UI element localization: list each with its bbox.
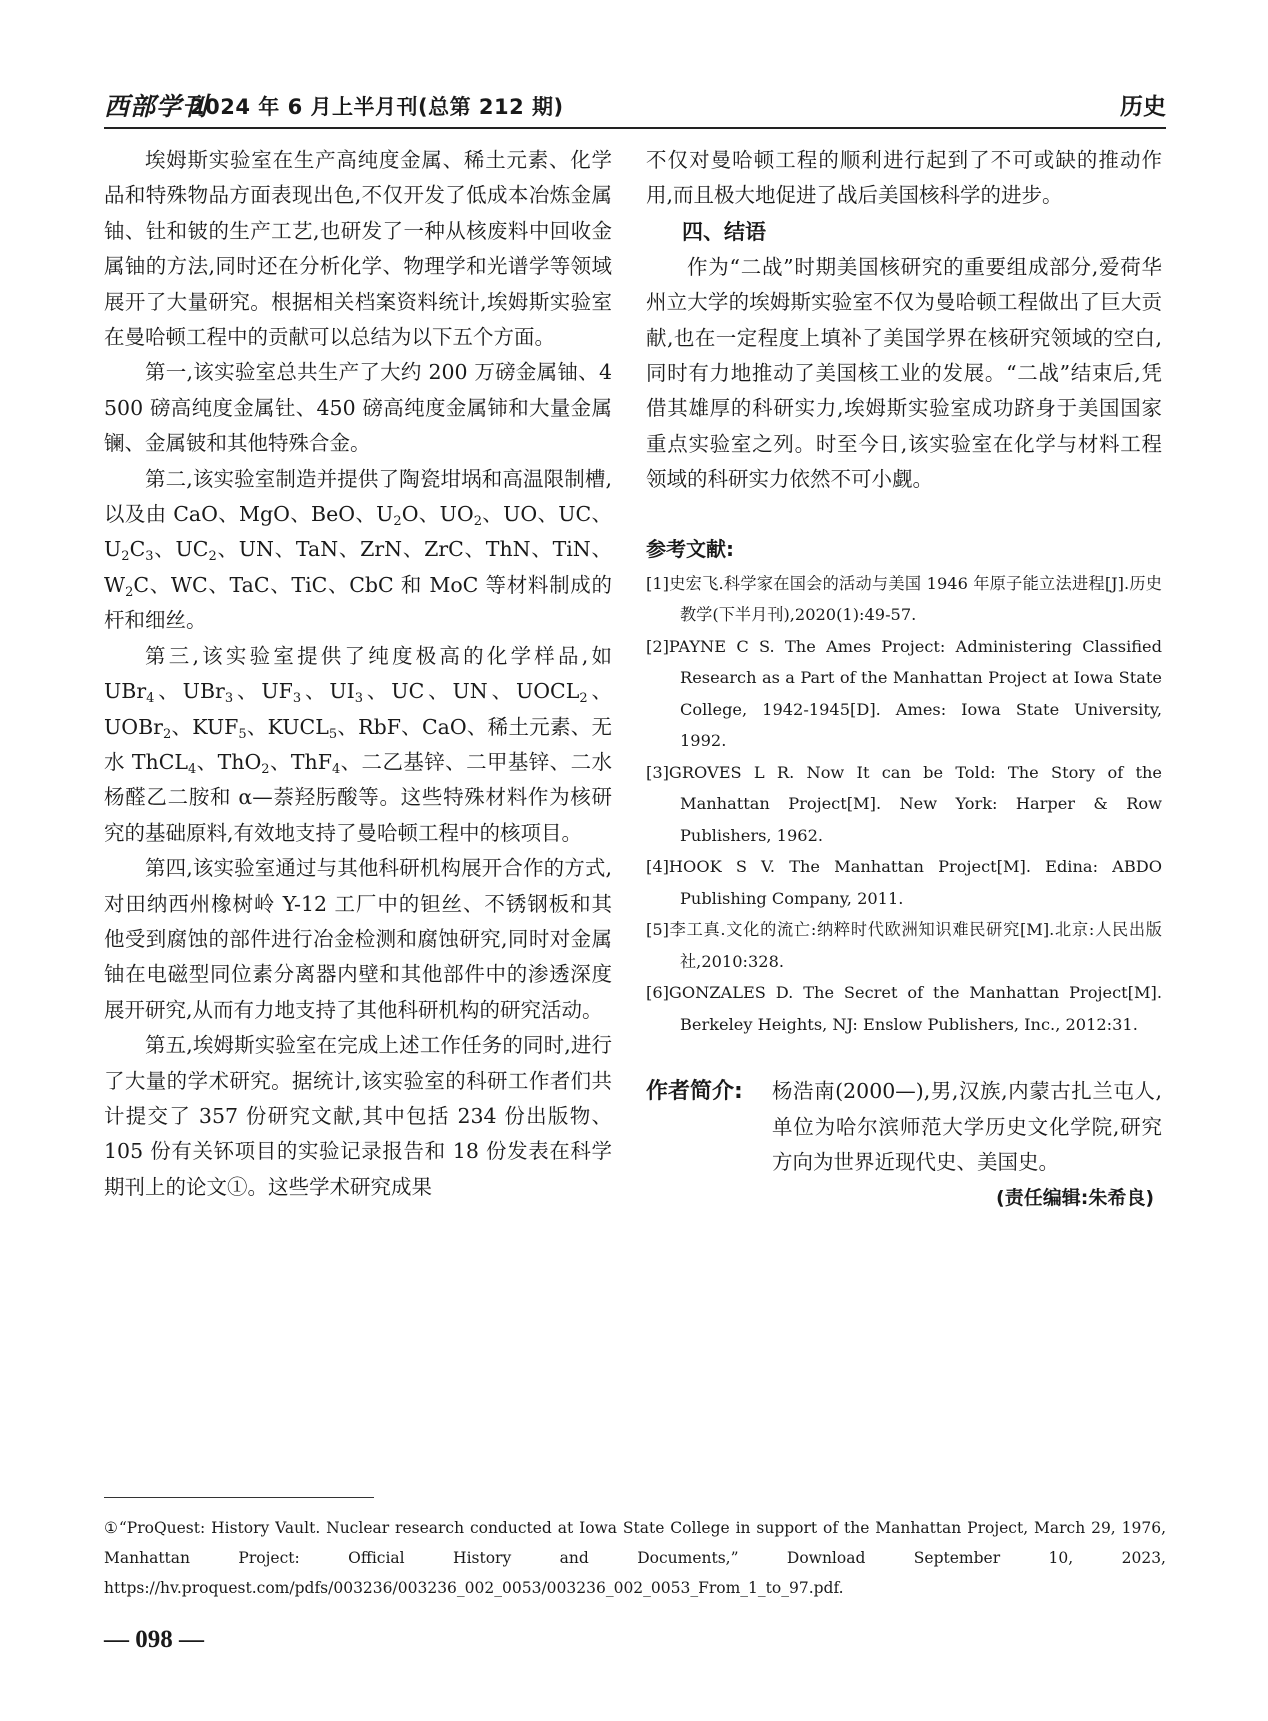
author-bio-text: 杨浩南(2000—),男,汉族,内蒙古扎兰屯人,单位为哈尔滨师范大学历史文化学院,研究方向为世界近现代史、美国史。 <box>772 1079 1162 1174</box>
right-column <box>646 143 1162 1216</box>
author-bio <box>646 1074 1162 1180</box>
paragraph-conclusion: 作为“二战”时期美国核研究的重要组成部分,爱荷华州立大学的埃姆斯实验室不仅为曼哈顿工程做出了巨大贡献,也在一定程度上填补了美国学界在核研究领域的空白,同时有力地推动了美国核工业的发展。“二战”结束后,凭借其雄厚的科研实力,埃姆斯实验室成功跻身于美国国家重点实验室之列。时至今日,该实验室在化学与材料工程领域的科研实力依然不可小觑。 <box>646 254 1162 492</box>
footnote: ①“ProQuest: History Vault. Nuclear research conducted at Iowa State College in support of the Manhattan Project, March 29, 1976, Manhattan Project: Official History and Documents,” Download September 10, 2023, https://hv.proquest.com/pdfs/003236/003236_002_0053/003236_002_0053_From_1_to_97.pdf. <box>104 1519 1166 1597</box>
section-heading-conclusion: 四、结语 <box>682 219 766 244</box>
reference-item: [6]GONZALES D. The Secret of the Manhattan Project[M]. Berkeley Heights, NJ: Enslow Publishers, Inc., 2012:31. <box>646 983 1162 1034</box>
page-number: — 098 — <box>104 1626 204 1653</box>
page-header <box>104 90 1166 124</box>
paragraph-fourth: 第四,该实验室通过与其他科研机构展开合作的方式,对田纳西州橡树岭 Y-12 工厂中的钽丝、不锈钢板和其他受到腐蚀的部件进行冶金检测和腐蚀研究,同时对金属铀在电磁型同位素分离器内壁和其他部件中的渗透深度展开研究,从而有力地支持了其他科研机构的研究活动。 <box>104 856 612 1022</box>
issue-info: 2024 年 6 月上半月刊(总第 212 期) <box>190 95 564 119</box>
paragraph-fifth: 第五,埃姆斯实验室在完成上述工作任务的同时,进行了大量的学术研究。据统计,该实验室的科研工作者们共计提交了 357 份研究文献,其中包括 234 份出版物、105 份有关钚项目的实验记录报告和 18 份发表在科学期刊上的论文①。这些学术研究成果 <box>104 1033 612 1199</box>
author-bio-label: 作者简介: <box>646 1079 743 1105</box>
left-column <box>104 143 612 1205</box>
section-label: 历史 <box>1120 94 1166 120</box>
paragraph-continued: 不仅对曼哈顿工程的顺利进行起到了不可或缺的推动作用,而且极大地促进了战后美国核科学的进步。 <box>646 148 1162 208</box>
header-divider <box>104 127 1166 129</box>
reference-item: [1]史宏飞.科学家在国会的活动与美国 1946 年原子能立法进程[J].历史教学(下半月刊),2020(1):49-57. <box>646 573 1162 625</box>
paragraph-third: 第三,该实验室提供了纯度极高的化学样品,如 UBr$_4$、UBr$_3$、$UF_3$、$UI_3$、UC、UN、$UOCL_2$、UOBr$_2$、$KUF_5$、$KUCL_5$、RbF、CaO、稀土元素、无水 ThCL$_4$、ThO$_2$、ThF$_4$、二乙基锌、二甲基锌、二水杨醛乙二胺和 α—萘羟肟酸等。这些特殊材料作为核研究的基础原料,有效地支持了曼哈顿工程中的核项目。 <box>104 643 612 845</box>
references-title: 参考文献: <box>646 536 734 561</box>
paragraph-intro: 埃姆斯实验室在生产高纯度金属、稀土元素、化学品和特殊物品方面表现出色,不仅开发了低成本冶炼金属铀、钍和铍的生产工艺,也研发了一种从核废料中回收金属铀的方法,同时还在分析化学、物理学和光谱学等领域展开了大量研究。根据相关档案资料统计,埃姆斯实验室在曼哈顿工程中的贡献可以总结为以下五个方面。 <box>104 148 612 350</box>
reference-item: [2]PAYNE C S. The Ames Project: Administering Classified Research as a Part of the Manhattan Project at Iowa State College, 1942-1945[D]. Ames: Iowa State University, 1992. <box>646 636 1162 751</box>
footnote-divider <box>104 1497 374 1498</box>
reference-item: [5]李工真.文化的流亡:纳粹时代欧洲知识难民研究[M].北京:人民出版社,2010:328. <box>646 920 1162 971</box>
responsible-editor: (责任编辑:朱希良) <box>996 1187 1154 1210</box>
paragraph-second: 第二,该实验室制造并提供了陶瓷坩埚和高温限制槽,以及由 CaO、MgO、BeO、$U_2O$、$UO_2$、UO、UC、$U_2C_3$、$UC_2$、UN、TaN、ZrN、ZrC、ThN、TiN、$W_2C$、WC、TaC、TiC、CbC 和 MoC 等材料制成的杆和细丝。 <box>104 466 613 633</box>
journal-logo: 西部学刊 <box>104 92 209 121</box>
reference-item: [3]GROVES L R. Now It can be Told: The Story of the Manhattan Project[M]. New York: Harper & Row Publishers, 1962. <box>646 762 1162 845</box>
paragraph-first: 第一,该实验室总共生产了大约 200 万磅金属铀、4 500 磅高纯度金属钍、450 磅高纯度金属铈和大量金属镧、金属铍和其他特殊合金。 <box>104 360 612 456</box>
reference-item: [4]HOOK S V. The Manhattan Project[M]. Edina: ABDO Publishing Company, 2011. <box>646 857 1162 908</box>
